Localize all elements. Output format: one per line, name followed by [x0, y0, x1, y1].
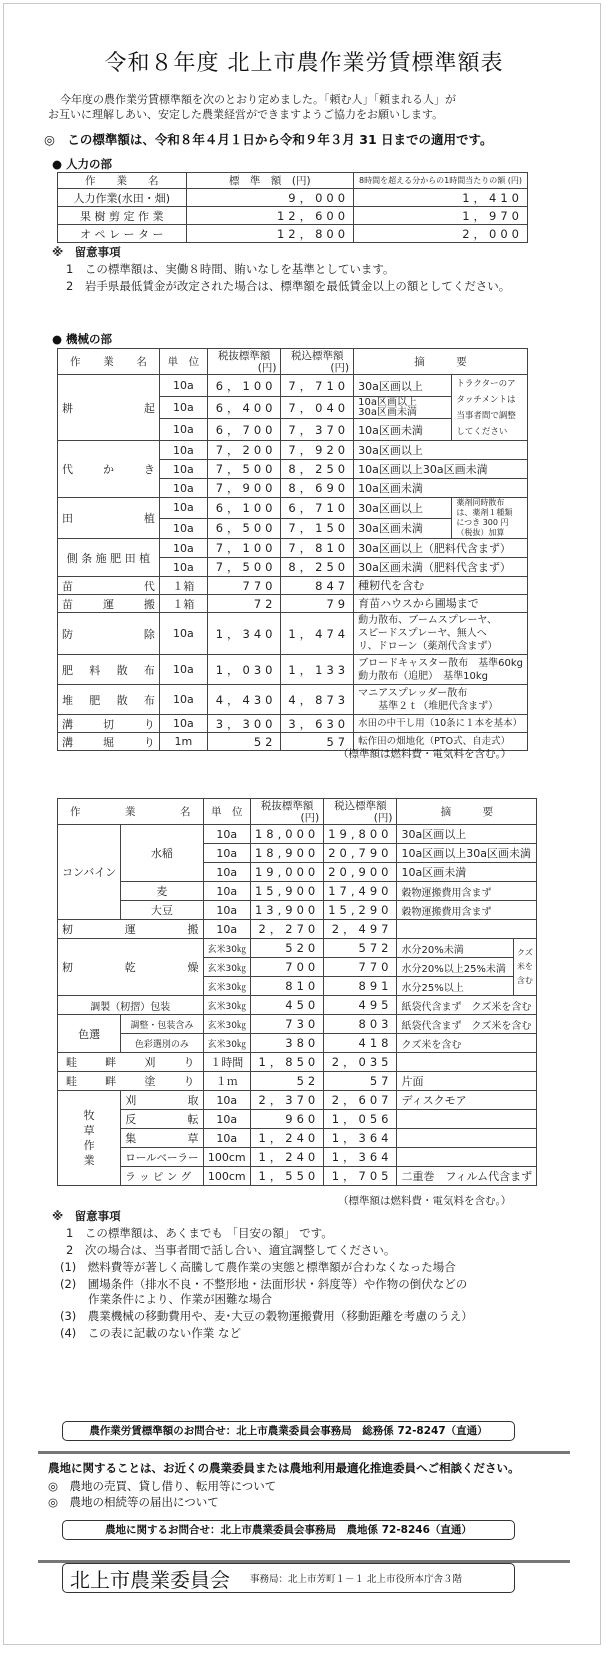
row-name: 人力作業(水田・畑)	[58, 189, 187, 207]
machine2-caption: （標準額は燃料費・電気料を含む。）	[338, 1195, 512, 1207]
note-item: 2 岩手県最低賃金が改定された場合は、標準額を最低賃金以上の額としてください。	[66, 279, 511, 293]
notes-title: ※ 留意事項	[52, 245, 121, 259]
table-row: 防 除 10a 1，340 1，474 動力散布、ブームスプレーヤ、 スピードスプレーヤ、無人へ リ、ドローン（薬剤代含まず）	[58, 613, 528, 655]
row-note: 転作田の畑地化（PTO式、自走式）	[354, 733, 528, 751]
row-name: 溝 堀 り	[58, 733, 160, 751]
table-row: 10a 6，700 7，370 10a区画未満	[58, 419, 528, 441]
row-name-bokuso: 牧 草 作 業	[58, 1091, 121, 1186]
general-notes: ※ 留意事項 1 この標準額は、あくまでも 「目安の額」 です。 2 次の場合は、当事者間で話し合い、適宜調整してください。 (1) 燃料費等が著しく高騰して農作業の実態と標準額が合わなくなった場合 (2) 圃場条件（排水不良・不整形地・法面形状・斜度等）や作物の倒伏などの 作業条件により、作業が困難な場合 (3) 農業機械の移動費用や、麦･大豆の穀物運搬費用（移動距離を考慮のうえ） (4) この表に記載のない作業 など	[52, 1209, 473, 1340]
divider	[38, 1451, 570, 1454]
table-row: コンバイン 水稲 10a 18,000 19,800 30a区画以上	[58, 825, 537, 844]
row-name: 防 除	[58, 613, 160, 655]
row-note: 種籾代を含む	[354, 577, 528, 595]
col-header-unit: 単 位	[203, 799, 250, 825]
col-header-summary: 摘 要	[397, 799, 537, 825]
row-note: 育苗ハウスから圃場まで	[354, 595, 528, 613]
row-note: 水田の中干し用（10条に１本を基本）	[354, 715, 528, 733]
footer-box	[62, 1563, 515, 1593]
row-overtime: 1，410	[354, 189, 528, 207]
row-name: 肥 料 散 布	[58, 655, 160, 685]
col-header-ex-tax: 税抜標準額 (円)	[250, 799, 323, 825]
table-row: 麦 10a 15,900 17,490 穀物運搬費用含まず	[58, 882, 537, 901]
col-header-in-tax: 税込標準額 (円)	[281, 349, 354, 375]
table-row: 田 植 10a 6，100 6，710 30a区画以上 薬剤同時散布 は、薬剤１種類 につき 300 円 （税抜）加算	[58, 498, 528, 519]
kanso-sub-note: クズ 米を 含む	[513, 939, 537, 996]
table-row: 苗 運 搬 １箱 72 79 育苗ハウスから圃場まで	[58, 595, 528, 613]
intro-line-1: 今年度の農作業労賃標準額を次のとおり定めました。「頼む人」「頼まれる人」が	[60, 93, 456, 106]
table-row: 牧 草 作 業 刈 取 10a 2，370 2，607 ディスクモア	[58, 1091, 537, 1110]
row-name-kouki: 耕 起	[58, 375, 160, 441]
table-row: 10a 6，500 7，150 30a区画未満	[58, 518, 528, 539]
table-row: 10a 18,900 20,790 10a区画以上30a区画未満	[58, 844, 537, 863]
machine-heading: ● 機械の部	[52, 332, 113, 346]
table-row: 溝 切 り 10a 3，300 3，630 水田の中干し用（10条に１本を基本）	[58, 715, 528, 733]
row-name-taue: 田 植	[58, 498, 160, 539]
row-note: マニアスプレッダー散布 基準２ｔ（堆肥代含まず）	[354, 685, 528, 715]
row-overtime: 1，970	[354, 207, 528, 225]
labor-notes	[52, 244, 510, 295]
row-name: 苗 運 搬	[58, 595, 160, 613]
intro-line-2: お互いに理解しあい、安定した農業経営ができますようご協力をお願いします。	[48, 108, 444, 121]
table-row: 10a 7，500 8，250 30a区画未満（肥料代含まず）	[58, 558, 528, 577]
row-name-sokujo: 側 条 施 肥 田 植	[58, 539, 160, 577]
footer-address: 事務局：北上市芳町１－１ 北上市役所本庁舎３階	[250, 1574, 463, 1585]
table-row: 10a 19,000 20,900 10a区画未満	[58, 863, 537, 882]
row-standard: 12，800	[186, 225, 353, 243]
table-row: 反 転 10a 960 1，056	[58, 1110, 537, 1129]
table-row: 玄米30㎏ 810 891 水分25%以上	[58, 977, 537, 996]
table-row: 玄米30㎏ 700 770 水分20%以上25%未満	[58, 958, 537, 977]
table-row: 10a 7，900 8，690 10a区画未満	[58, 479, 528, 498]
table-row: 籾 乾 燥 玄米30㎏ 520 572 水分20%未満 クズ 米を 含む	[58, 939, 537, 958]
table-row: 溝 堀 り 1m 52 57 転作田の畑地化（PTO式、自走式）	[58, 733, 528, 751]
table-row: 籾 運 搬 10a 2，270 2，497	[58, 920, 537, 939]
row-note: 動力散布、ブームスプレーヤ、 スピードスプレーヤ、無人へ リ、ドローン（薬剤代含まず）	[354, 613, 528, 655]
table-row	[58, 207, 528, 225]
farmland-items: ◎ 農地の売買、貸し借り、転用等について ◎ 農地の相続等の届出について	[48, 1479, 277, 1509]
row-name-momi-kanso: 籾 乾 燥	[58, 939, 204, 996]
farmland-lead: 農地に関することは、お近くの農業委員または農地利用最適化推進委員へご相談ください。	[48, 1461, 520, 1475]
table-row: 側 条 施 肥 田 植 10a 7，100 7，810 30a区画以上（肥料代含まず）	[58, 539, 528, 558]
kouki-sub-note: トラクターのア タッチメントは 当事者間で調整 してください	[452, 375, 528, 441]
table-row: ラ ッ ピ ン グ 100cm 1，550 1，705 二重巻 フィルム代含まず	[58, 1167, 537, 1186]
footer-org: 北上市農業委員会	[70, 1567, 230, 1592]
row-name-combine: コンバイン	[58, 825, 121, 920]
note-item: 1 この標準額は、実働８時間、賄いなしを基準としています。	[66, 262, 395, 276]
table-row: 調製（籾摺）包装 玄米30㎏ 450 495 紙袋代含まず クズ米を含む	[58, 996, 537, 1015]
table-row: 肥 料 散 布 10a 1，030 1，133 ブロードキャスター散布 基準60kg 動力散布（追肥） 基準10kg	[58, 655, 528, 685]
contact-labor-wage: 農作業労賃標準額のお問合せ：北上市農業委員会事務局 総務係 72-8247（直通）	[62, 1421, 515, 1441]
row-name: オ ペ レ ー タ ー	[58, 225, 187, 243]
machine-table-2	[57, 798, 537, 1186]
col-header-standard: 標 準 額 (円)	[186, 173, 353, 189]
machine-caption: （標準額は燃料費・電気料を含む。）	[338, 748, 512, 760]
col-header-name: 作 業 名	[58, 799, 204, 825]
row-name-momi-unpan: 籾 運 搬	[58, 920, 204, 939]
col-header-unit: 単 位	[159, 349, 207, 375]
col-header-name: 作 業 名	[58, 173, 187, 189]
col-header-name: 作 業 名	[58, 349, 160, 375]
row-note: ブロードキャスター散布 基準60kg 動力散布（追肥） 基準10kg	[354, 655, 528, 685]
row-standard: 12，600	[186, 207, 353, 225]
taue-sub-note: 薬剤同時散布 は、薬剤１種類 につき 300 円 （税抜）加算	[452, 498, 528, 539]
validity-period: ◎ この標準額は、令和８年４月１日から令和９年３月 31 日までの適用です。	[44, 132, 493, 147]
col-header-summary: 摘 要	[354, 349, 528, 375]
table-row: 大豆 10a 13,900 15,290 穀物運搬費用含まず	[58, 901, 537, 920]
machine-table	[57, 348, 528, 751]
table-row: 堆 肥 散 布 10a 4，430 4，873 マニアスプレッダー散布 基準２ｔ（堆肥代含まず）	[58, 685, 528, 715]
intro-text	[48, 92, 456, 122]
labor-table	[57, 172, 528, 243]
table-row: 畦 畔 刈 り １時間 1，850 2，035	[58, 1053, 537, 1072]
table-row	[58, 225, 528, 243]
table-row: 10a 7，500 8，250 10a区画以上30a区画未満	[58, 460, 528, 479]
table-row: 色彩選別のみ 玄米30㎏ 380 418 クズ米を含む	[58, 1034, 537, 1053]
table-row: 色選 調整・包装含み 玄米30㎏ 730 803 紙袋代含まず クズ米を含む	[58, 1015, 537, 1034]
table-row: 代 か き 10a 7，200 7，920 30a区画以上	[58, 441, 528, 460]
contact-farmland: 農地に関するお問合せ：北上市農業委員会事務局 農地係 72-8246（直通）	[62, 1520, 515, 1540]
col-header-in-tax: 税込標準額 (円)	[324, 799, 397, 825]
row-overtime: 2，000	[354, 225, 528, 243]
row-name: 果 樹 剪 定 作 業	[58, 207, 187, 225]
table-row: 苗 代 １箱 770 847 種籾代を含む	[58, 577, 528, 595]
table-row: 集 草 10a 1，240 1，364	[58, 1129, 537, 1148]
table-row: 耕 起 10a 6，100 7，710 30a区画以上 トラクターのア タッチメントは 当事者間で調整 してください	[58, 375, 528, 397]
row-name: 堆 肥 散 布	[58, 685, 160, 715]
row-name-shirokaki: 代 か き	[58, 441, 160, 498]
row-standard: 9，000	[186, 189, 353, 207]
col-header-ex-tax: 税抜標準額 (円)	[207, 349, 281, 375]
table-row: ロールベーラー 100cm 1，240 1，364	[58, 1148, 537, 1167]
page-title: 令和８年度 北上市農作業労賃標準額表	[104, 51, 504, 76]
table-row: 10a 6，400 7，040 10a区画以上 30a区画未満	[58, 397, 528, 419]
row-name: 溝 切 り	[58, 715, 160, 733]
col-header-overtime: 8時間を超える分からの1時間当たりの額 (円)	[354, 173, 528, 189]
table-row: 畦 畔 塗 り １ｍ 52 57 片面	[58, 1072, 537, 1091]
labor-heading: ● 人力の部	[52, 157, 113, 171]
table-row	[58, 189, 528, 207]
row-name: 苗 代	[58, 577, 160, 595]
